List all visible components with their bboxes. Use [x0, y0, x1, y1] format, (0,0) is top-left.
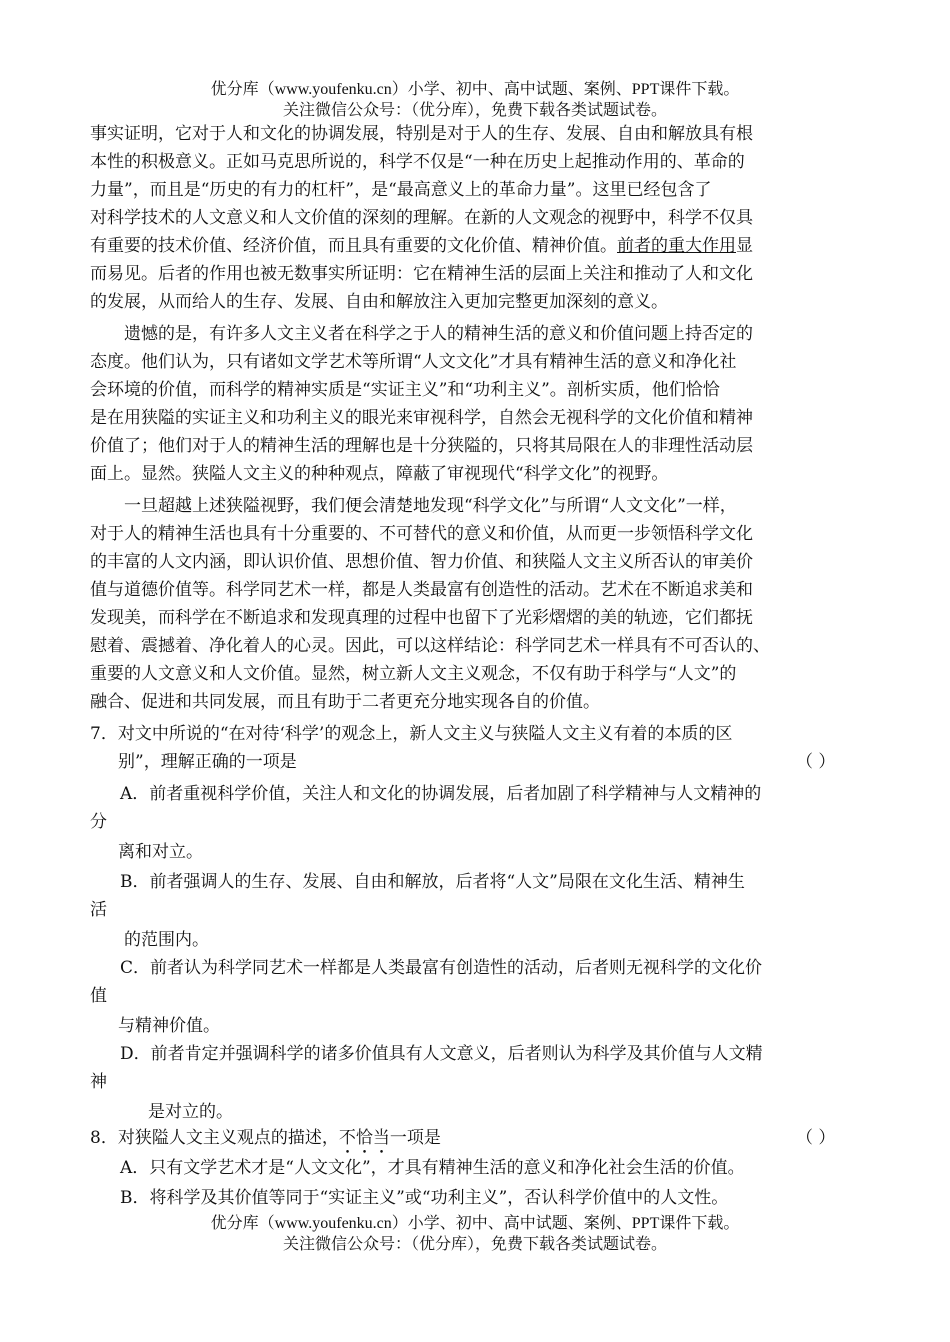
- paragraph-line: 重要的人文意义和人文价值。显然，树立新人文主义观念，不仅有助于科学与“人文”的: [90, 664, 737, 684]
- option-b-cont: 的范围内。: [124, 930, 209, 950]
- question-8-text: 8．对狭隘人文主义观点的描述，: [90, 1128, 339, 1148]
- paragraph-line: 发现美，而科学在不断追求和发现真理的过程中也留下了光彩熠熠的美的轨迹，它们都抚: [90, 608, 753, 628]
- paragraph-text: 有重要的技术价值、经济价值，而且具有重要的文化价值、精神价值。: [90, 236, 617, 256]
- question-8-text: 一项是: [389, 1128, 441, 1148]
- option-b-wrap: 活: [90, 900, 107, 920]
- paragraph-line: 力量”，而且是“历史的有力的杠杆”，是“最高意义上的革命力量”。这里已经包含了: [90, 180, 712, 200]
- paragraph-line: 价值了；他们对于人的精神生活的理解也是十分狭隘的，只将其局限在人的非理性活动层: [90, 436, 753, 456]
- option-a: A．只有文学艺术才是“人文文化”，才具有精神生活的意义和净化社会生活的价值。: [120, 1158, 745, 1178]
- option-d: D．前者肯定并强调科学的诸多价值具有人文意义，后者则认为科学及其价值与人文精: [120, 1044, 763, 1064]
- option-b: B．将科学及其价值等同于“实证主义”或“功利主义”，否认科学价值中的人文性。: [120, 1188, 729, 1208]
- paragraph-line: 融合、促进和共同发展，而且有助于二者更充分地实现各自的价值。: [90, 692, 600, 712]
- paragraph-line: 慰着、震撼着、净化着人的心灵。因此，可以这样结论：科学同艺术一样具有不可否认的、: [90, 636, 770, 656]
- option-a-cont: 离和对立。: [118, 842, 203, 862]
- paragraph-line: 遗憾的是，有许多人文主义者在科学之于人的精神生活的意义和价值问题上持否定的: [124, 324, 753, 344]
- paragraph-line: 会环境的价值，而科学的精神实质是“实证主义”和“功利主义”。剖析实质，他们恰恰: [90, 380, 720, 400]
- header-line-2: 关注微信公众号：（优分库），免费下载各类试题试卷。: [282, 102, 667, 119]
- answer-blank: （ ）: [796, 1128, 836, 1148]
- paragraph-line: 事实证明，它对于人和文化的协调发展，特别是对于人的生存、发展、自由和解放具有根: [90, 124, 753, 144]
- paragraph-line: 面上。显然。狭隘人文主义的种种观点，障蔽了审视现代“科学文化”的视野。: [90, 464, 669, 484]
- question-8-stem: [90, 1128, 441, 1158]
- option-c-cont: 与精神价值。: [118, 1016, 220, 1036]
- paragraph-line: 对科学技术的人文意义和人文价值的深刻的理解。在新的人文观念的视野中，科学不仅具: [90, 208, 753, 228]
- question-7-stem: 7．对文中所说的“在对待‘科学’的观念上，新人文主义与狭隘人文主义有着的本质的区: [90, 724, 733, 744]
- option-c-wrap: 值: [90, 986, 107, 1006]
- option-d-cont: 是对立的。: [148, 1102, 233, 1122]
- underlined-phrase: 前者的重大作用: [617, 236, 736, 256]
- paragraph-line: 的发展，从而给人的生存、发展、自由和解放注入更加完整更加深刻的意义。: [90, 292, 668, 312]
- paragraph-line: 是在用狭隘的实证主义和功利主义的眼光来审视科学，自然会无视科学的文化价值和精神: [90, 408, 753, 428]
- paragraph-line: [90, 236, 753, 256]
- paragraph-line: 而易见。后者的作用也被无数事实所证明：它在精神生活的层面上关注和推动了人和文化: [90, 264, 753, 284]
- paragraph-line: 本性的积极意义。正如马克思所说的，科学不仅是“一种在历史上起推动作用的、革命的: [90, 152, 745, 172]
- paragraph-line: 的丰富的人文内涵，即认识价值、思想价值、智力价值、和狭隘人文主义所否认的审美价: [90, 552, 753, 572]
- footer-line-1: 优分库（www.youfenku.cn）小学、初中、高中试题、案例、PPT课件下载。: [210, 1215, 740, 1232]
- paragraph-line: 对于人的精神生活也具有十分重要的、不可替代的意义和价值，从而更一步领悟科学文化: [90, 524, 753, 544]
- footer-line-2: 关注微信公众号：（优分库），免费下载各类试题试卷。: [282, 1236, 667, 1253]
- paragraph-line: 值与道德价值等。科学同艺术一样，都是人类最富有创造性的活动。艺术在不断追求美和: [90, 580, 753, 600]
- option-d-wrap: 神: [90, 1072, 107, 1092]
- answer-blank: （ ）: [796, 752, 836, 772]
- option-c: C．前者认为科学同艺术一样都是人类最富有创造性的活动，后者则无视科学的文化价: [120, 958, 763, 978]
- emphasis-phrase: 不恰当: [338, 1128, 390, 1148]
- option-b: B．前者强调人的生存、发展、自由和解放，后者将“人文”局限在文化生活、精神生: [120, 872, 745, 892]
- header-line-1: 优分库（www.youfenku.cn）小学、初中、高中试题、案例、PPT课件下载。: [210, 81, 740, 98]
- question-7-stem-cont: 别”，理解正确的一项是: [118, 752, 297, 772]
- option-a-wrap: 分: [90, 812, 107, 832]
- paragraph-line: 一旦超越上述狭隘视野，我们便会清楚地发现“科学文化”与所谓“人文文化”一样，: [124, 496, 737, 516]
- paragraph-text: 显: [736, 236, 753, 256]
- paragraph-line: 态度。他们认为，只有诸如文学艺术等所谓“人文文化”才具有精神生活的意义和净化社: [90, 352, 737, 372]
- option-a: A．前者重视科学价值，关注人和文化的协调发展，后者加剧了科学精神与人文精神的: [120, 784, 762, 804]
